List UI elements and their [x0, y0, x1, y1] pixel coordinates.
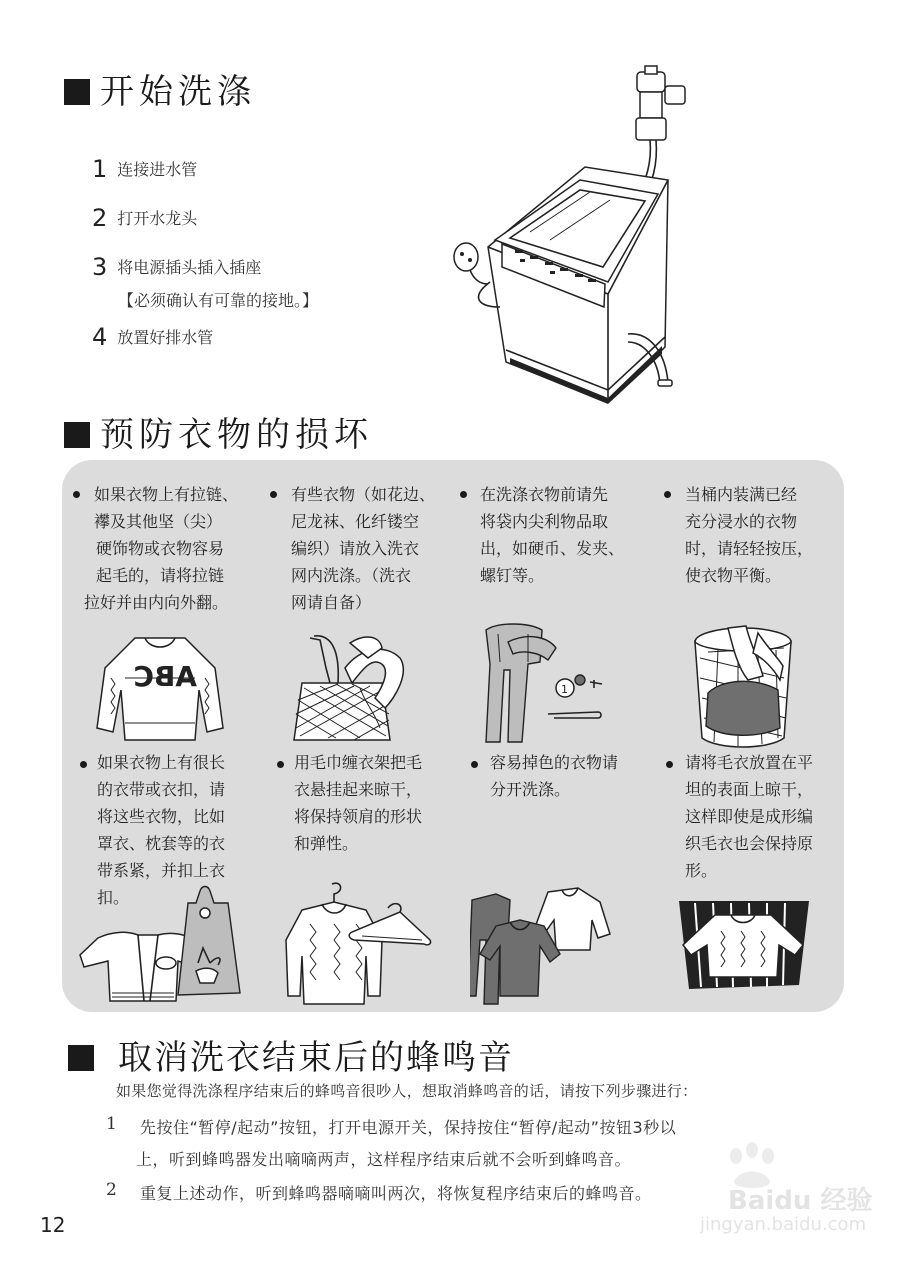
inside-out-sweater-illustration — [95, 628, 225, 746]
bullet-icon — [460, 491, 467, 498]
section-title-text: 取消洗衣结束后的蜂鸣音 — [118, 1038, 514, 1078]
tip-line: 使衣物平衡。 — [685, 566, 782, 585]
tip-line: 拉好并由内向外翻。 — [84, 593, 229, 612]
watermark-url: jingyan.baidu.com — [700, 1214, 867, 1235]
plug-icon — [454, 243, 478, 271]
section-title-text: 开始洗涤 — [100, 72, 256, 112]
tip-line: 请将毛衣放置在平 — [685, 753, 814, 772]
tip-line: 将这些衣物，比如 — [97, 807, 226, 826]
item-1-line-2: 上，听到蜂鸣器发出嘀嘀两声，这样程序结束后就不会听到蜂鸣音。 — [136, 1150, 632, 1169]
hanger-hook — [332, 883, 341, 902]
faucet-icon — [636, 66, 685, 140]
grounding-note: 【必须确认有可靠的接地。】 — [118, 291, 319, 310]
step-number: 1 — [92, 155, 108, 183]
step-number: 2 — [92, 204, 108, 232]
tip-line: 如果衣物上有拉链、 — [94, 485, 239, 504]
tip-dry-flat — [685, 749, 813, 884]
bullet-icon — [664, 491, 671, 498]
section-title-text: 预防衣物的损坏 — [100, 415, 373, 455]
tip-line: 有些衣物（如花边、 — [291, 485, 436, 504]
step-1 — [92, 155, 197, 183]
pressing-clothes-illustration — [688, 618, 798, 753]
step-3 — [92, 253, 261, 281]
tip-line: 的衣带或衣扣，请 — [97, 780, 226, 799]
square-bullet-icon — [64, 422, 90, 448]
tip-laundry-net — [291, 481, 435, 616]
tip-line: 形。 — [685, 861, 718, 880]
section-title-start-washing — [64, 72, 256, 112]
step-number: 3 — [92, 253, 108, 281]
tip-line: 襻及其他坚（尖） — [94, 512, 223, 531]
tip-zippers — [84, 481, 238, 616]
sweater-letters: ABC — [133, 660, 197, 693]
bullet-icon — [73, 491, 80, 498]
bullet-icon — [666, 761, 673, 768]
step-text: 连接进水管 — [117, 160, 198, 179]
svg-text:1: 1 — [561, 683, 568, 696]
bullet-icon — [277, 761, 284, 768]
screw-icon — [590, 680, 602, 688]
tip-line: 充分浸水的衣物 — [685, 512, 798, 531]
tip-line: 时，请轻轻按压， — [685, 539, 814, 558]
laundry-net-illustration — [290, 628, 420, 748]
step-text: 打开水龙头 — [117, 209, 198, 228]
item-number: 1 — [106, 1114, 117, 1134]
tip-line: 螺钉等。 — [480, 566, 545, 585]
tip-line: 容易掉色的衣物请 — [490, 753, 619, 772]
bullet-icon — [80, 761, 87, 768]
tip-pockets — [480, 481, 624, 589]
jacket-apron-illustration — [78, 883, 243, 1008]
tip-line: 分开洗涤。 — [490, 780, 571, 799]
tip-line: 将袋内尖利物品取 — [480, 512, 609, 531]
tip-line: 罩衣、枕套等的衣 — [97, 834, 226, 853]
tip-line: 出，如硬币、发夹、 — [480, 539, 625, 558]
colored-clothes-illustration — [470, 884, 615, 1009]
tip-line: 织毛衣也会保持原 — [685, 834, 814, 853]
tip-line: 坦的表面上晾干， — [685, 780, 814, 799]
tip-line: 尼龙袜、化纤镂空 — [291, 512, 420, 531]
tip-line: 如果衣物上有很长 — [97, 753, 226, 772]
tip-line: 带系紧，并扣上衣 — [97, 861, 226, 880]
item-number: 2 — [106, 1180, 117, 1200]
step-number: 4 — [92, 323, 108, 351]
item-2-line-1: 重复上述动作，听到蜂鸣器嘀嘀叫两次，将恢复程序结束后的蜂鸣音。 — [140, 1184, 652, 1203]
bullet-icon — [270, 491, 277, 498]
pocket-items-illustration — [478, 622, 618, 747]
hairpin-icon — [548, 712, 601, 718]
tip-line: 起毛的，请将拉链 — [96, 566, 225, 585]
item-1-line-1: 先按住“暂停/起动”按钮，打开电源开关，保持按住“暂停/起动”按钮3秒以 — [140, 1118, 677, 1137]
spare-hanger — [388, 904, 401, 912]
tip-line: 硬饰物或衣物容易 — [96, 539, 225, 558]
tip-line: 和弹性。 — [294, 834, 359, 853]
step-4 — [92, 323, 213, 351]
flat-dry-sweater-illustration — [675, 895, 813, 995]
sweater-on-hanger-illustration — [282, 880, 432, 1010]
buzzer-intro: 如果您觉得洗涤程序结束后的蜂鸣音很吵人，想取消蜂鸣音的话，请按下列步骤进行： — [116, 1082, 698, 1100]
square-bullet-icon — [68, 1045, 94, 1071]
washing-machine-illustration — [440, 62, 700, 407]
tip-line: 衣悬挂起来晾干， — [294, 780, 423, 799]
tip-line: 网内洗涤。（洗衣 — [291, 566, 412, 585]
bullet-icon — [471, 761, 478, 768]
tip-line: 编织）请放入洗衣 — [291, 539, 420, 558]
tip-hang-sweater — [294, 749, 422, 857]
watermark-brand: Baidu 经验 — [728, 1186, 873, 1216]
tip-line: 将保持领肩的形状 — [294, 807, 423, 826]
tip-line: 在洗涤衣物前请先 — [480, 485, 609, 504]
section-title-cancel-buzzer — [68, 1038, 514, 1078]
step-text: 将电源插头插入插座 — [117, 258, 262, 277]
step-2 — [92, 204, 197, 232]
tip-line: 扣。 — [97, 888, 130, 907]
square-bullet-icon — [64, 79, 90, 105]
tip-line: 当桶内装满已经 — [685, 485, 798, 504]
section-title-prevent-damage — [64, 415, 373, 455]
page-number: 12 — [40, 1213, 66, 1237]
tip-line: 用毛巾缠衣架把毛 — [294, 753, 423, 772]
tip-separate-colors — [490, 749, 618, 803]
tip-line: 网请自备） — [291, 593, 372, 612]
tip-line: 这样即使是成形编 — [685, 807, 814, 826]
step-text: 放置好排水管 — [117, 328, 214, 347]
tip-press-clothes — [685, 481, 813, 589]
